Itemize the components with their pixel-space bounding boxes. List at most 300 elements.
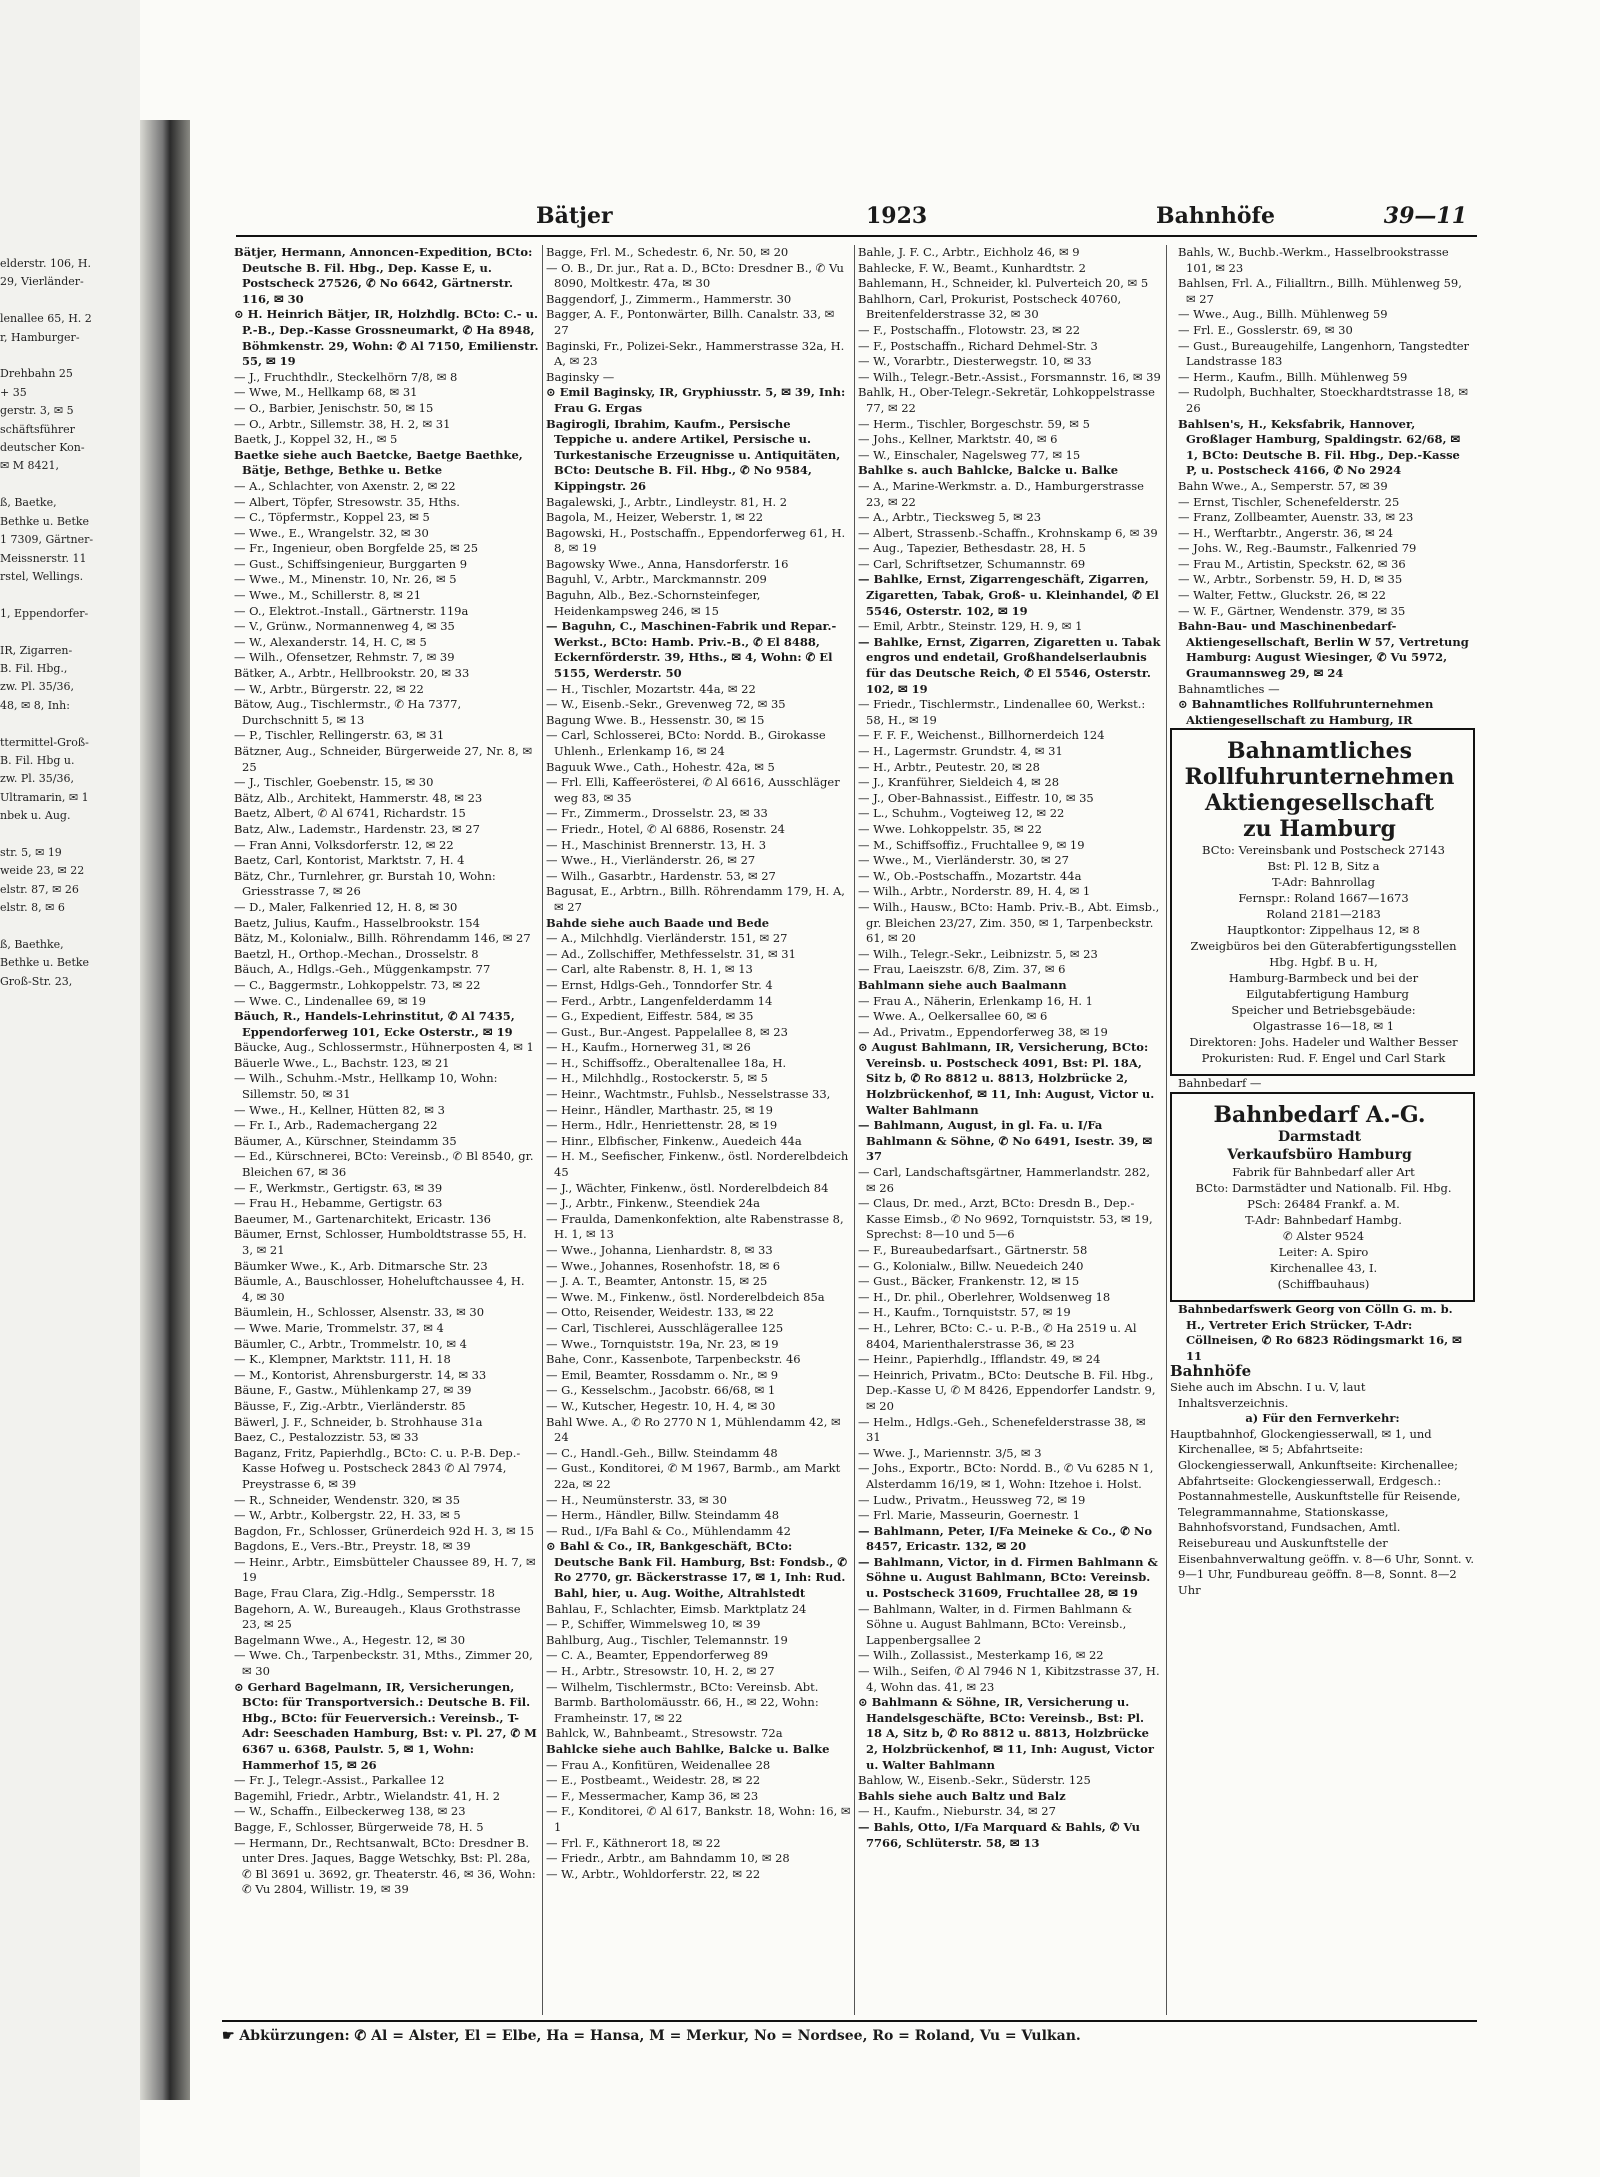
directory-entry: — Gust., Schiffsingenieur, Burggarten 9 [234, 556, 468, 571]
directory-entry: — Wwe., E., Wrangelstr. 32, ✉ 30 [234, 525, 429, 540]
directory-entry: ⊙ Bahlmann & Söhne, IR, Versicherung u. Handelsgeschäfte, BCto: Vereinsb., Bst: Pl. 18 A, Sitz b, ✆ Ro 8812 u. 8813, Holzbrücke 2, Holzbrückenhof, ✉ 11, Inh: August, Victor u. Walter Bahlmann [858, 1695, 1154, 1772]
directory-entry: — D., Maler, Falkenried 12, H. 8, ✉ 30 [234, 899, 458, 914]
ad-line: (Schiffbauhaus) [1277, 1277, 1370, 1291]
fragment-line: elstr. 8, ✉ 6 [0, 901, 65, 915]
directory-entry: — H., Neumünsterstr. 33, ✉ 30 [546, 1492, 727, 1507]
ad-line: Hamburg-Barmbeck und bei der Eilgutabfertigung Hamburg [1228, 971, 1419, 1002]
ad-line: ✆ Alster 9524 [1282, 1229, 1365, 1243]
header-right-keyword: Bahnhöfe [1156, 203, 1275, 229]
directory-entry: Bagdon, Fr., Schlosser, Grünerdeich 92d H. 3, ✉ 15 [234, 1523, 535, 1538]
directory-entry: — Rudolph, Buchhalter, Stoeckhardtstrasse 18, ✉ 26 [1178, 385, 1468, 415]
directory-entry: — Heinrich, Privatm., BCto: Deutsche B. Fil. Hbg., Dep.-Kasse U, ✆ M 8426, Eppendorfer Landstr. 9, ✉ 20 [858, 1367, 1156, 1413]
fragment-line [0, 476, 135, 494]
directory-entry: Bahls, W., Buchb.-Werkm., Hasselbrookstrasse 101, ✉ 23 [1178, 245, 1449, 275]
directory-entry: — M., Kontorist, Ahrensburgerstr. 14, ✉ 33 [234, 1367, 487, 1382]
header-year: 1923 [866, 203, 928, 229]
directory-entry: — Wwe. C., Lindenallee 69, ✉ 19 [234, 993, 426, 1008]
directory-entry: — W., Vorarbtr., Diesterwegstr. 10, ✉ 33 [858, 354, 1092, 369]
directory-entry: Bäwerl, J. F., Schneider, b. Strohhause 31a [234, 1414, 483, 1429]
directory-entry: — W., Arbtr., Sorbenstr. 59, H. D, ✉ 35 [1178, 572, 1403, 587]
directory-entry: — H., Milchhdlg., Rostockerstr. 5, ✉ 5 [546, 1071, 768, 1086]
directory-entry: — Frl. Marie, Masseurin, Goernestr. 1 [858, 1508, 1081, 1523]
fragment-line: ß, Baethke, [0, 938, 64, 952]
header-left-keyword: Bätjer [536, 203, 613, 229]
directory-entry: Bagowsky Wwe., Anna, Hansdorferstr. 16 [546, 556, 789, 571]
ad-line: T-Adr: Bahnrollag [1272, 875, 1375, 890]
directory-entry: — F., Werkmstr., Gertigstr. 63, ✉ 39 [234, 1180, 443, 1195]
fragment-line: schäftsführer [0, 422, 75, 436]
directory-entry: — Bahlmann, August, in gl. Fa. u. I/Fa Bahlmann & Söhne, ✆ No 6491, Isestr. 39, ✉ 37 [858, 1118, 1153, 1164]
directory-entry: — J., Kranführer, Sieldeich 4, ✉ 28 [858, 775, 1060, 790]
previous-page-text-fragment [0, 255, 135, 2055]
directory-entry: Bahlke s. auch Bahlcke, Balcke u. Balke [858, 463, 1119, 478]
directory-entry: — Wilh., Gasarbtr., Hardenstr. 53, ✉ 27 [546, 868, 776, 883]
fragment-line [0, 623, 135, 641]
directory-entry: — Heinr., Papierhdlg., Ifflandstr. 49, ✉ 24 [858, 1352, 1101, 1367]
directory-entry: ⊙ August Bahlmann, IR, Versicherung, BCto: Vereinsb. u. Postscheck 4091, Bst: Pl. 18A, Sitz b, ✆ Ro 8812 u. 8813, Holzbrücke 2, Holzbrückenhof, ✉ 11, Inh: August, Victor u. Walter Bahlmann [858, 1040, 1155, 1117]
fragment-line: lenallee 65, H. 2 [0, 312, 92, 326]
directory-entry: — A., Marine-Werkmstr. a. D., Hamburgerstrasse 23, ✉ 22 [858, 478, 1144, 509]
directory-entry: Bagusat, E., Arbtrn., Billh. Röhrendamm 179, H. A, ✉ 27 [546, 884, 845, 914]
directory-entry: Bäumer, Ernst, Schlosser, Humboldtstrasse 55, H. 3, ✉ 21 [234, 1227, 527, 1257]
directory-entry: Baggendorf, J., Zimmerm., Hammerstr. 30 [546, 291, 792, 306]
ad-line: PSch: 26484 Frankf. a. M. [1247, 1197, 1400, 1211]
directory-entry: — Emil, Arbtr., Steinstr. 129, H. 9, ✉ 1 [858, 619, 1083, 634]
directory-entry: — E., Postbeamt., Weidestr. 28, ✉ 22 [546, 1773, 761, 1788]
directory-entry: Bagola, M., Heizer, Weberstr. 1, ✉ 22 [546, 510, 764, 525]
directory-entry: — Gust., Konditorei, ✆ M 1967, Barmb., am Markt 22a, ✉ 22 [546, 1461, 841, 1491]
directory-entry: — Bahlmann, Peter, I/Fa Meineke & Co., ✆ No 8457, Ericastr. 132, ✉ 20 [858, 1523, 1153, 1554]
directory-entry: Bahlemann, H., Schneider, kl. Pulverteich 20, ✉ 5 [858, 276, 1149, 291]
directory-entry: — Ludw., Privatm., Heussweg 72, ✉ 19 [858, 1492, 1086, 1507]
directory-entry: Bätow, Aug., Tischlermstr., ✆ Ha 7377, Durchschnitt 5, ✉ 13 [234, 697, 462, 727]
directory-entry: — Fr. J., Telegr.-Assist., Parkallee 12 [234, 1773, 445, 1788]
page-header [236, 203, 1477, 237]
directory-entry: — W., Eisenb.-Sekr., Grevenweg 72, ✉ 35 [546, 697, 786, 712]
directory-entry: — Hinr., Elbfischer, Finkenw., Auedeich 44a [546, 1133, 802, 1148]
fragment-line: r, Hamburger- [0, 330, 80, 344]
fragment-line: Groß-Str. 23, [0, 974, 73, 988]
directory-entry: Bagger, A. F., Pontonwärter, Billh. Canalstr. 33, ✉ 27 [546, 307, 835, 337]
directory-entry: — R., Schneider, Wendenstr. 320, ✉ 35 [234, 1492, 461, 1507]
directory-entry: — Wilhelm, Tischlermstr., BCto: Vereinsb. Abt. Barmb. Bartholomäusstr. 66, H., ✉ 22, Wohn: Framheinstr. 17, ✉ 22 [546, 1679, 819, 1725]
directory-entry: Bagge, F., Schlosser, Bürgerweide 78, H. 5 [234, 1819, 484, 1834]
fragment-line: Ultramarin, ✉ 1 [0, 790, 89, 804]
fragment-line: elderstr. 106, H. [0, 257, 92, 270]
directory-entry: — Johs. W., Reg.-Baumstr., Falkenried 79 [1178, 541, 1417, 556]
column-rule [854, 245, 855, 2015]
directory-entry: — C., Töpfermstr., Koppel 23, ✉ 5 [234, 510, 430, 525]
directory-entry: Bäuch, R., Handels-Lehrinstitut, ✆ Al 7435, Eppendorferweg 101, Ecke Osterstr., ✉ 19 [234, 1009, 515, 1039]
directory-entry: — W., Alexanderstr. 14, H. C, ✉ 5 [234, 634, 427, 649]
directory-entry: — P., Schiffer, Wimmelsweg 10, ✉ 39 [546, 1617, 761, 1632]
ad-line: Olgastrasse 16—18, ✉ 1 [1252, 1019, 1395, 1034]
directory-entry: — V., Grünw., Normannenweg 4, ✉ 35 [234, 619, 455, 634]
fragment-line: zw. Pl. 35/36, [0, 680, 75, 694]
directory-entry: Bagemihl, Friedr., Arbtr., Wielandstr. 41, H. 2 [234, 1788, 501, 1803]
directory-entry: — Hermann, Dr., Rechtsanwalt, BCto: Dresdner B. unter Dres. Jaques, Bagge Wetschky, Bst: Pl. 28a, ✆ Bl 3691 u. 3692, gr. Theaterstr. 46, ✉ 36, Wohn: ✆ Vu 2804, Willistr. 19, ✉ 39 [234, 1835, 536, 1897]
fragment-line: weide 23, ✉ 22 [0, 864, 85, 878]
directory-entry: — F., Messermacher, Kamp 36, ✉ 23 [546, 1788, 759, 1803]
directory-entry: — F. F. F., Weichenst., Billhornerdeich 124 [858, 728, 1105, 743]
directory-entry: — Frau A., Näherin, Erlenkamp 16, H. 1 [858, 993, 1093, 1008]
directory-entry: Baguhl, V., Arbtr., Marckmannstr. 209 [546, 572, 767, 587]
directory-entry: — W., Ob.-Postschaffn., Mozartstr. 44a [858, 868, 1082, 883]
directory-entry: — H., Lagermstr. Grundstr. 4, ✉ 31 [858, 744, 1063, 758]
fragment-line [0, 292, 135, 310]
directory-entry: Bahlcke siehe auch Bahlke, Balcke u. Balke [546, 1742, 830, 1756]
ad-line: Fabrik für Bahnbedarf aller Art [1232, 1165, 1415, 1179]
directory-entry: — Ferd., Arbtr., Langenfelderdamm 14 [546, 993, 773, 1008]
ad-line: Bst: Pl. 12 B, Sitz a [1267, 859, 1380, 874]
directory-entry: — Frau H., Hebamme, Gertigstr. 63 [234, 1196, 443, 1211]
directory-entry: Bäucke, Aug., Schlossermstr., Hühnerposten 4, ✉ 1 [234, 1040, 534, 1055]
directory-entry: — Fraulda, Damenkonfektion, alte Rabenstrasse 8, H. 1, ✉ 13 [546, 1211, 844, 1242]
ad-line: Roland 2181—2183 [1266, 907, 1381, 922]
directory-entry: — Wwe. A., Oelkersallee 60, ✉ 6 [858, 1009, 1048, 1024]
directory-entry: — W., Einschaler, Nagelsweg 77, ✉ 15 [858, 447, 1081, 462]
directory-entry: — Johs., Kellner, Marktstr. 40, ✉ 6 [858, 432, 1058, 447]
directory-entry: — Wilh., Ofensetzer, Rehmstr. 7, ✉ 39 [234, 650, 455, 665]
page-number: 39—11 [1383, 203, 1467, 229]
directory-entry: — Carl, Schriftsetzer, Schumannstr. 69 [858, 556, 1086, 571]
directory-entry: — G., Kesselschm., Jacobstr. 66/68, ✉ 1 [546, 1383, 776, 1398]
fragment-line: gerstr. 3, ✉ 5 [0, 404, 74, 418]
directory-entry: — Wwe., M., Schillerstr. 8, ✉ 21 [234, 588, 422, 603]
directory-entry: — Wwe., Johannes, Rosenhofstr. 18, ✉ 6 [546, 1258, 781, 1273]
directory-entry: — O., Barbier, Jenischstr. 50, ✉ 15 [234, 400, 434, 415]
directory-entry: — P., Tischler, Rellingerstr. 63, ✉ 31 [234, 728, 445, 743]
directory-entry: — Heinr., Wachtmstr., Fuhlsb., Nesselstrasse 33, [546, 1087, 831, 1102]
directory-entry: — O., Arbtr., Sillemstr. 38, H. 2, ✉ 31 [234, 416, 451, 431]
directory-entry: Baguuk Wwe., Cath., Hohestr. 42a, ✉ 5 [546, 759, 775, 774]
column-3 [858, 245, 1163, 2015]
directory-entry: Baez, C., Pestalozzistr. 53, ✉ 33 [234, 1430, 419, 1445]
directory-entry: Bahlck, W., Bahnbeamt., Stresowstr. 72a [546, 1726, 783, 1741]
directory-entry: Bahnbedarf — [1178, 1076, 1262, 1091]
directory-entry: — Wwe., Tornquiststr. 19a, Nr. 23, ✉ 19 [546, 1336, 779, 1351]
fragment-line: ß, Baetke, [0, 496, 57, 510]
directory-entry: Bahn Wwe., A., Semperstr. 57, ✉ 39 [1178, 478, 1388, 493]
directory-entry: — H., Lehrer, BCto: C.- u. P.-B., ✆ Ha 2519 u. Al 8404, Marienthalerstrasse 36, ✉ 23 [858, 1320, 1137, 1351]
fragment-line: rstel, Wellings. [0, 569, 84, 583]
directory-entry: — Herm., Hdlr., Henriettenstr. 28, ✉ 19 [546, 1118, 778, 1133]
directory-entry: — Friedr., Arbtr., am Bahndamm 10, ✉ 28 [546, 1851, 790, 1866]
directory-entry: — W., Arbtr., Wohldorferstr. 22, ✉ 22 [546, 1866, 761, 1881]
directory-entry: — Bahls, Otto, I/Fa Marquard & Bahls, ✆ Vu 7766, Schlüterstr. 58, ✉ 13 [858, 1819, 1140, 1850]
ad-title-line: Rollfuhrunternehmen [1184, 764, 1455, 791]
directory-entry: — Wwe., H., Vierländerstr. 26, ✉ 27 [546, 853, 756, 868]
directory-entry: — Aug., Tapezier, Bethesdastr. 28, H. 5 [858, 541, 1086, 556]
ad-line: Kirchenallee 43, I. [1269, 1261, 1378, 1275]
directory-entry: — F., Postschaffn., Flotowstr. 23, ✉ 22 [858, 322, 1081, 337]
fragment-line [0, 586, 135, 604]
directory-entry: ⊙ Bahnamtliches Rollfuhrunternehmen Aktiengesellschaft zu Hamburg, IR [1178, 697, 1434, 727]
directory-entry: — Fr., Ingenieur, oben Borgfelde 25, ✉ 25 [234, 541, 479, 556]
directory-entry: Baetzl, H., Orthop.-Mechan., Drosselstr. 8 [234, 946, 479, 961]
directory-entry: Bäuerle Wwe., L., Bachstr. 123, ✉ 21 [234, 1055, 450, 1070]
abbreviations-footer: ☛ Abkürzungen: ✆ Al = Alster, El = Elbe, Ha = Hansa, M = Merkur, No = Nordsee, Ro = Roland, Vu = Vulkan. [222, 2020, 1477, 2058]
directory-entry: Bahlau, F., Schlachter, Eimsb. Marktplatz 24 [546, 1601, 807, 1616]
directory-entry: — H., Kaufm., Tornquiststr. 57, ✉ 19 [858, 1305, 1071, 1320]
directory-entry: — H., Arbtr., Peutestr. 20, ✉ 28 [858, 759, 1040, 774]
fragment-line: zw. Pl. 35/36, [0, 772, 75, 786]
ad-line: Speicher und Betriebsgebäude: [1231, 1003, 1416, 1018]
rollfuhr-advertisement [1170, 728, 1475, 1076]
directory-entry: Bahnamtliches — [1178, 681, 1280, 696]
directory-entry: Bahls siehe auch Baltz und Balz [858, 1788, 1066, 1803]
directory-entry: — Friedr., Tischlermstr., Lindenallee 60, Werkst.: 58, H., ✉ 19 [858, 697, 1146, 727]
directory-entry: — H., Maschinist Brennerstr. 13, H. 3 [546, 837, 767, 852]
fragment-line: B. Fil. Hbg u. [0, 753, 75, 767]
directory-entry: — C., Handl.-Geh., Billw. Steindamm 48 [546, 1445, 778, 1460]
directory-entry: — W., Schaffn., Eilbeckerweg 138, ✉ 23 [234, 1804, 466, 1819]
directory-entry: Bätz, Alb., Architekt, Hammerstr. 48, ✉ 23 [234, 790, 483, 805]
fragment-line: Bethke u. Betke [0, 514, 90, 528]
directory-entry: Bäune, F., Gastw., Mühlenkamp 27, ✉ 39 [234, 1383, 472, 1398]
directory-entry: — Bahlmann, Walter, in d. Firmen Bahlmann & Söhne u. August Bahlmann, BCto: Vereinsb., Lappenbergsallee 2 [858, 1601, 1132, 1647]
directory-entry: Bagelmann Wwe., A., Hegestr. 12, ✉ 30 [234, 1632, 466, 1647]
directory-entry: Baetke siehe auch Baetcke, Baetge Baethke, Bätje, Bethge, Bethke u. Betke [234, 447, 523, 478]
directory-page [222, 185, 1477, 2105]
directory-entry: — Gust., Bur.-Angest. Pappelallee 8, ✉ 23 [546, 1024, 788, 1039]
directory-entry: Bahde siehe auch Baade und Bede [546, 915, 770, 930]
directory-entry: — Albert, Töpfer, Stresowstr. 35, Hths. [234, 494, 460, 509]
fragment-line: 29, Vierländer- [0, 275, 84, 289]
book-gutter [140, 120, 190, 2100]
directory-entry: Bahnbedarfswerk Georg von Cölln G. m. b. H., Vertreter Erich Strücker, T-Adr: Cöllneisen, ✆ Ro 6823 Rödingsmarkt 16, ✉ 11 [1178, 1302, 1462, 1363]
directory-entry: — H., Dr. phil., Oberlehrer, Woldsenweg 18 [858, 1289, 1111, 1304]
fragment-line: + 35 [0, 385, 27, 399]
ad-line: Zweigbüros bei den Güterabfertigungsstellen [1190, 939, 1457, 954]
directory-entry: — Frau M., Artistin, Speckstr. 62, ✉ 36 [1178, 556, 1406, 571]
fragment-line: 1 7309, Gärtner- [0, 533, 94, 547]
directory-entry: Bahlsen's, H., Keksfabrik, Hannover, Großlager Hamburg, Spaldingstr. 62/68, ✉ 1, BCto: Deutsche B. Fil. Hbg., Dep.-Kasse P, u. Postscheck 4166, ✆ No 2924 [1178, 416, 1461, 478]
directory-entry: — Frau, Laeiszstr. 6/8, Zim. 37, ✉ 6 [858, 962, 1066, 977]
directory-entry: — Franz, Zollbeamter, Auenstr. 33, ✉ 23 [1178, 510, 1414, 525]
directory-entry: — Ernst, Tischler, Schenefelderstr. 25 [1178, 494, 1400, 509]
directory-entry: — Fran Anni, Volksdorferstr. 12, ✉ 22 [234, 837, 454, 852]
ad-line: Direktoren: Johs. Hadeler und Walther Besser [1189, 1035, 1458, 1050]
directory-entry: — H., Kaufm., Hornerweg 31, ✉ 26 [546, 1040, 751, 1055]
directory-entry: Bagehorn, A. W., Bureaugeh., Klaus Grothstrasse 23, ✉ 25 [234, 1601, 521, 1632]
directory-entry: — Rud., I/Fa Bahl & Co., Mühlendamm 42 [546, 1523, 791, 1538]
directory-entry: — Emil, Beamter, Rossdamm o. Nr., ✉ 9 [546, 1367, 779, 1382]
ad-title: Bahnbedarf A.-G. [1213, 1102, 1426, 1128]
directory-entry: ⊙ Emil Baginsky, IR, Gryphiusstr. 5, ✉ 39, Inh: Frau G. Ergas [546, 385, 846, 415]
directory-entry: — W., Arbtr., Kolbergstr. 22, H. 33, ✉ 5 [234, 1508, 461, 1523]
directory-entry: — Wwe. M., Finkenw., östl. Norderelbdeich 85a [546, 1289, 825, 1304]
fragment-line [0, 715, 135, 733]
directory-entry: — Wilh., Arbtr., Norderstr. 89, H. 4, ✉ 1 [858, 884, 1091, 899]
directory-entry: Bätz, Chr., Turnlehrer, gr. Burstah 10, Wohn: Griesstrasse 7, ✉ 26 [234, 868, 496, 899]
directory-entry: Bäumler, C., Arbtr., Trommelstr. 10, ✉ 4 [234, 1336, 467, 1351]
directory-entry: — Walter, Fettw., Gluckstr. 26, ✉ 22 [1178, 588, 1386, 603]
directory-entry: ⊙ Gerhard Bagelmann, IR, Versicherungen, BCto: für Transportversich.: Deutsche B. Fil. Hbg., BCto: für Feuerversich.: Vereinsb., T-Adr: Seeschaden Hamburg, Bst: v. Pl. 27, ✆ M 6367 u. 6368, Paulstr. 5, ✉ 1, Wohn: Hammerhof 15, ✉ 26 [234, 1679, 537, 1772]
directory-entry: — Baguhn, C., Maschinen-Fabrik und Repar.-Werkst., BCto: Hamb. Priv.-B., ✆ El 8488, Eckernförderstr. 39, Hths., ✉ 4, Wohn: ✆ El 5155, Werderstr. 50 [546, 619, 837, 681]
directory-entry: — Claus, Dr. med., Arzt, BCto: Dresdn B., Dep.-Kasse Eimsb., ✆ No 9692, Tornquiststr. 53, ✉ 19, Sprechst: 8—10 und 5—6 [858, 1196, 1153, 1242]
directory-entry: Bäumle, A., Bauschlosser, Hoheluftchaussee 4, H. 4, ✉ 30 [234, 1274, 525, 1304]
fragment-line: str. 5, ✉ 19 [0, 846, 62, 859]
section-intro: Siehe auch im Abschn. I u. V, laut Inhaltsverzeichnis. [1170, 1379, 1366, 1410]
directory-entry: — A., Milchhdlg. Vierländerstr. 151, ✉ 27 [546, 931, 788, 946]
ad-details [1180, 1164, 1467, 1292]
directory-entry: Bagung Wwe. B., Hessenstr. 30, ✉ 15 [546, 712, 765, 727]
fragment-line: B. Fil. Hbg., [0, 661, 68, 675]
directory-entry: — F., Postschaffn., Richard Dehmel-Str. 3 [858, 338, 1098, 353]
fragment-line: IR, Zigarren- [0, 643, 73, 657]
column-1 [234, 245, 539, 2015]
directory-entry: — Frau A., Konfitüren, Weidenallee 28 [546, 1757, 771, 1772]
directory-entry: Bäumker Wwe., K., Arb. Ditmarsche Str. 23 [234, 1258, 488, 1273]
ad-line: Hbg. Hgbf. B u. H, [1269, 955, 1378, 970]
directory-entry: — O., Elektrot.-Install., Gärtnerstr. 119a [234, 603, 469, 618]
fragment-line: Bethke u. Betke [0, 956, 90, 970]
directory-entry: — Wwe., Johanna, Lienhardstr. 8, ✉ 33 [546, 1243, 773, 1257]
directory-entry: Bagowski, H., Postschaffn., Eppendorferweg 61, H. 8, ✉ 19 [546, 525, 846, 556]
directory-entry: — A., Arbtr., Tiecksweg 5, ✉ 23 [858, 510, 1042, 525]
directory-entry: — J., Arbtr., Finkenw., Steendiek 24a [546, 1196, 760, 1211]
fragment-line: elstr. 87, ✉ 26 [0, 882, 79, 896]
directory-entry: — F., Bureaubedarfsart., Gärtnerstr. 58 [858, 1243, 1088, 1257]
directory-entry: — H., Kaufm., Nieburstr. 34, ✉ 27 [858, 1804, 1056, 1819]
column-4 [1170, 245, 1475, 2015]
directory-entry: Bagge, Frl. M., Schedestr. 6, Nr. 50, ✉ 20 [546, 245, 789, 259]
fragment-line: nbek u. Aug. [0, 809, 71, 823]
directory-entry: — Heinr., Händler, Marthastr. 25, ✉ 19 [546, 1102, 773, 1117]
ad-line: Leiter: A. Spiro [1278, 1245, 1369, 1259]
directory-entry: — O. B., Dr. jur., Rat a. D., BCto: Dresdner B., ✆ Vu 8090, Moltkestr. 47a, ✉ 30 [546, 260, 844, 291]
directory-entry: ⊙ Bahl & Co., IR, Bankgeschäft, BCto: Deutsche Bank Fil. Hamburg, Bst: Fondsb., ✆ Ro 2770, gr. Bäckerstrasse 17, ✉ 1, Inh: Rud. Bahl, hier, u. Aug. Woithe, Altrahlstedt [546, 1539, 848, 1601]
directory-entry: — Herm., Kaufm., Billh. Mühlenweg 59 [1178, 369, 1408, 384]
directory-entry: Bahe, Conr., Kassenbote, Tarpenbeckstr. 46 [546, 1352, 801, 1367]
ad-line: BCto: Darmstädter und Nationalb. Fil. Hbg. [1195, 1181, 1452, 1195]
directory-entry: Bagalewski, J., Arbtr., Lindleystr. 81, H. 2 [546, 494, 788, 509]
directory-entry: — G., Expedient, Eiffestr. 584, ✉ 35 [546, 1009, 754, 1024]
directory-entry: — J., Ober-Bahnassist., Eiffestr. 10, ✉ 35 [858, 790, 1094, 805]
directory-entry: — Wwe., M., Minenstr. 10, Nr. 26, ✉ 5 [234, 572, 457, 587]
directory-entry: Bagirogli, Ibrahim, Kaufm., Persische Teppiche u. andere Artikel, Persische u. Turkestanische Erzeugnisse u. Antiquitäten, BCto: Deutsche B. Fil. Hbg., ✆ No 9584, Kippingstr. 26 [546, 416, 841, 493]
directory-entry: Bahlsen, Frl. A., Filialltrn., Billh. Mühlenweg 59, ✉ 27 [1178, 276, 1462, 306]
directory-entry: — Herm., Tischler, Borgeschstr. 59, ✉ 5 [858, 416, 1090, 431]
directory-entry: — Carl, alte Rabenstr. 8, H. 1, ✉ 13 [546, 962, 753, 977]
directory-entry: — Otto, Reisender, Weidestr. 133, ✉ 22 [546, 1305, 774, 1320]
directory-entry: Baginsky — [546, 369, 615, 384]
directory-entry: — Frl. E., Gosslerstr. 69, ✉ 30 [1178, 322, 1353, 337]
directory-entry: Bahlhorn, Carl, Prokurist, Postscheck 40760, Breitenfelderstrasse 32, ✉ 30 [858, 291, 1122, 322]
ad-line: Prokuristen: Rud. F. Engel und Carl Stark [1201, 1051, 1446, 1066]
directory-entry: — H., Schiffsoffz., Oberaltenallee 18a, H. [546, 1055, 787, 1070]
directory-entry: — Wilh., Hausw., BCto: Hamb. Priv.-B., Abt. Eimsb., gr. Bleichen 23/27, Zim. 350, ✉ 1, Tarpenbeckstr. 61, ✉ 20 [858, 899, 1160, 946]
directory-entry: — K., Klempner, Marktstr. 111, H. 18 [234, 1352, 451, 1367]
ad-line: T-Adr: Bahnbedarf Hambg. [1245, 1213, 1402, 1227]
directory-entry: — Albert, Strassenb.-Schaffn., Krohnskamp 6, ✉ 39 [858, 525, 1158, 540]
directory-entry: — Gust., Bäcker, Frankenstr. 12, ✉ 15 [858, 1274, 1080, 1289]
directory-entry: — Wwe. Ch., Tarpenbeckstr. 31, Mths., Zimmer 20, ✉ 30 [234, 1648, 533, 1679]
ad-title-line: zu Hamburg [1243, 816, 1396, 843]
directory-entry: — H., Arbtr., Stresowstr. 10, H. 2, ✉ 27 [546, 1664, 775, 1679]
directory-entry: — H., Tischler, Mozartstr. 44a, ✉ 22 [546, 681, 756, 696]
fragment-line [0, 918, 135, 936]
directory-entry: — J., Tischler, Goebenstr. 15, ✉ 30 [234, 775, 434, 790]
fragment-line [0, 347, 135, 365]
section-subheading: a) Für den Fernverkehr: [1245, 1411, 1400, 1426]
directory-entry: Bahle, J. F. C., Arbtr., Eichholz 46, ✉ 9 [858, 245, 1080, 259]
directory-entry: — Wwe., H., Kellner, Hütten 82, ✉ 3 [234, 1102, 445, 1117]
fragment-line [0, 826, 135, 844]
directory-entry: Baetk, J., Koppel 32, H., ✉ 5 [234, 432, 398, 447]
fragment-line: deutscher Kon- [0, 441, 85, 455]
fragment-line: ttermittel-Groß- [0, 735, 89, 749]
ad-title-line: Aktiengesellschaft [1205, 790, 1434, 817]
directory-entry: — Heinr., Arbtr., Eimsbütteler Chaussee 89, H. 7, ✉ 19 [234, 1554, 536, 1585]
directory-entry: — Wilh., Schuhm.-Mstr., Hellkamp 10, Wohn: Sillemstr. 50, ✉ 31 [234, 1071, 498, 1102]
ad-line: Hauptkontor: Zippelhaus 12, ✉ 8 [1227, 923, 1420, 938]
directory-entry: Bätker, A., Arbtr., Hellbrookstr. 20, ✉ 33 [234, 666, 470, 681]
directory-entry: — Fr., Zimmerm., Drosselstr. 23, ✉ 33 [546, 806, 768, 821]
directory-entry: Baeumer, M., Gartenarchitekt, Ericastr. 136 [234, 1211, 491, 1226]
ad-subtitle: Darmstadt [1277, 1129, 1362, 1145]
directory-entry: — Carl, Landschaftsgärtner, Hammerlandstr. 282, ✉ 26 [858, 1165, 1151, 1195]
directory-entry: Bäuch, A., Hdlgs.-Geh., Müggenkampstr. 77 [234, 962, 491, 977]
ad-details [1180, 842, 1467, 1066]
directory-entry: — J. A. T., Beamter, Antonstr. 15, ✉ 25 [546, 1274, 768, 1289]
ad-subtitle: Verkaufsbüro Hamburg [1227, 1147, 1412, 1163]
directory-entry: — Wilh., Zollassist., Mesterkamp 16, ✉ 22 [858, 1648, 1104, 1663]
directory-entry: — Wilh., Seifen, ✆ Al 7946 N 1, Kibitzstrasse 37, H. 4, Wohn das. 41, ✉ 23 [858, 1664, 1160, 1694]
ad-line: Fernspr.: Roland 1667—1673 [1238, 891, 1409, 906]
directory-entry: — Bahlmann, Victor, in d. Firmen Bahlmann & Söhne u. August Bahlmann, BCto: Vereinsb. u. Postscheck 31609, Fruchtallee 28, ✉ 19 [858, 1554, 1158, 1601]
directory-entry: Bagdons, E., Vers.-Btr., Preystr. 18, ✉ 39 [234, 1539, 471, 1554]
directory-entry: — Gust., Bureaugehilfe, Langenhorn, Tangstedter Landstrasse 183 [1178, 338, 1469, 369]
directory-entry: — Bahlke, Ernst, Zigarren, Zigaretten u. Tabak engros und endetail, Großhandelserlaubnis für das Deutsche Reich, ✆ El 5546, Osterstr. 102, ✉ 19 [858, 634, 1161, 696]
directory-entry: Bätz, M., Kolonialw., Billh. Röhrendamm 146, ✉ 27 [234, 931, 531, 946]
directory-entry: — W., Arbtr., Bürgerstr. 22, ✉ 22 [234, 681, 424, 696]
directory-columns [234, 245, 1474, 2015]
directory-entry: Bahlmann siehe auch Baalmann [858, 977, 1067, 992]
directory-entry: — Helm., Hdlgs.-Geh., Schenefelderstrasse 38, ✉ 31 [858, 1414, 1146, 1445]
fragment-line: ✉ M 8421, [0, 459, 59, 473]
bahnbedarf-advertisement [1170, 1092, 1475, 1302]
column-4-bottom-entries [1170, 1302, 1475, 1364]
fragment-line: Drehbahn 25 [0, 367, 73, 381]
directory-entry: — Bahlke, Ernst, Zigarrengeschäft, Zigarren, Zigaretten, Tabak, Groß- u. Kleinhandel, ✆ El 5546, Osterstr. 102, ✉ 19 [858, 572, 1159, 618]
directory-entry: — G., Kolonialw., Billw. Neuedeich 240 [858, 1258, 1084, 1273]
column-4-mid-entries [1170, 1076, 1475, 1092]
directory-entry: — M., Schiffsoffiz., Fruchtallee 9, ✉ 19 [858, 837, 1085, 852]
directory-entry: — L., Schuhm., Vogteiweg 12, ✉ 22 [858, 806, 1065, 821]
directory-entry: — Wwe. J., Mariennstr. 3/5, ✉ 3 [858, 1445, 1042, 1460]
directory-entry: Bahlow, W., Eisenb.-Sekr., Süderstr. 125 [858, 1773, 1091, 1788]
fragment-line: 1, Eppendorfer- [0, 606, 89, 620]
directory-entry: — Ernst, Hdlgs-Geh., Tonndorfer Str. 4 [546, 977, 773, 992]
directory-entry: Bäumer, A., Kürschner, Steindamm 35 [234, 1133, 457, 1148]
directory-entry: Bage, Frau Clara, Zig.-Hdlg., Sempersstr. 18 [234, 1586, 496, 1601]
directory-entry: — Frl. Elli, Kaffeerösterei, ✆ Al 6616, Ausschläger weg 83, ✉ 35 [546, 775, 840, 805]
directory-entry: Bahn-Bau- und Maschinenbedarf-Aktiengesellschaft, Berlin W 57, Vertretung Hamburg: August Wiesinger, ✆ Vu 5972, Graumannsweg 29, ✉ 24 [1178, 619, 1469, 681]
directory-entry: — Carl, Schlosserei, BCto: Nordd. B., Girokasse Uhlenh., Erlenkamp 16, ✉ 24 [546, 728, 826, 758]
directory-entry: — C. A., Beamter, Eppendorferweg 89 [546, 1648, 769, 1663]
directory-entry: Bätjer, Hermann, Annoncen-Expedition, BCto: Deutsche B. Fil. Hbg., Dep. Kasse E, u. Postscheck 27526, ✆ No 6642, Gärtnerstr. 116, ✉ 30 [234, 245, 533, 306]
directory-entry: — Fr. I., Arb., Rademachergang 22 [234, 1118, 438, 1133]
fragment-line: Meissnerstr. 11 [0, 551, 87, 565]
fragment-line: 48, ✉ 8, Inh: [0, 698, 70, 712]
section-heading-bahnhoefe: Bahnhöfe [1170, 1362, 1252, 1381]
directory-entry: — W. F., Gärtner, Wendenstr. 379, ✉ 35 [1178, 603, 1406, 618]
directory-entry: Batz, Alw., Lademstr., Hardenstr. 23, ✉ 27 [234, 821, 480, 836]
directory-entry: Baguhn, Alb., Bez.-Schornsteinfeger, Heidenkampsweg 246, ✉ 15 [546, 588, 761, 618]
directory-entry: — Ad., Zollschiffer, Methfesselstr. 31, ✉ 31 [546, 946, 796, 961]
